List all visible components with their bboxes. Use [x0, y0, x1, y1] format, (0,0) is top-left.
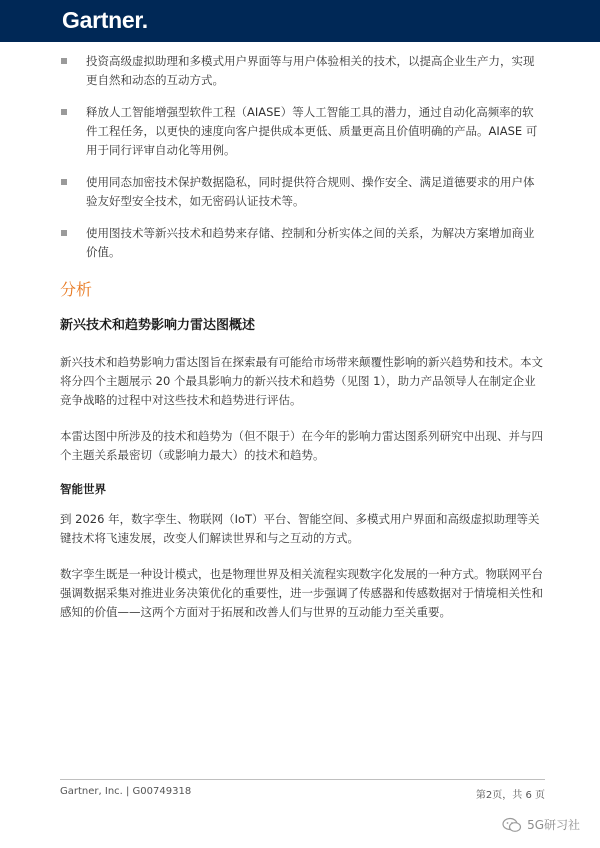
page-footer [60, 779, 545, 801]
square-bullet-icon [61, 109, 67, 115]
logo-text: Gartner [62, 7, 142, 33]
paragraph: 到 2026 年，数字孪生、物联网（IoT）平台、智能空间、多模式用户界面和高级虚拟助理等关键技术将飞速发展，改变人们解读世界和与之互动的方式。 [60, 512, 540, 545]
subheading: 新兴技术和趋势影响力雷达图概述 [60, 318, 256, 333]
wechat-icon [502, 817, 522, 833]
watermark [502, 816, 580, 833]
paragraph: 本雷达图中所涉及的技术和趋势为（但不限于）在今年的影响力雷达图系列研究中出现、并与四个主题关系最密切（或影响力最大）的技术和趋势。 [60, 429, 543, 462]
recommendation-list [60, 52, 545, 262]
minor-heading: 智能世界 [60, 482, 106, 496]
square-bullet-icon [61, 179, 67, 185]
gartner-logo [62, 7, 148, 34]
page-header [0, 0, 600, 42]
list-item [60, 173, 545, 211]
footer-page-number: 第2页，共 6 页 [475, 790, 545, 801]
watermark-text: 5G研习社 [527, 818, 580, 832]
list-item [60, 224, 545, 262]
paragraph: 数字孪生既是一种设计模式，也是物理世界及相关流程实现数字化发展的一种方式。物联网平台强调数据采集对推进业务决策优化的重要性，进一步强调了传感器和传感数据对于情境相关性和感知的价值——这两个方面对于拓展和改善人们与世界的互动能力至关重要。 [60, 567, 543, 619]
logo-dot: . [141, 7, 148, 33]
main-content [60, 52, 545, 622]
list-item-text: 使用图技术等新兴技术和趋势来存储、控制和分析实体之间的关系，为解决方案增加商业价值。 [86, 226, 535, 259]
list-item-text: 释放人工智能增强型软件工程（AIASE）等人工智能工具的潜力，通过自动化高频率的软件工程任务，以更快的速度向客户提供成本更低、质量更高且价值明确的产品。AIASE 可用于同行评审自动化等用例。 [86, 105, 538, 157]
paragraph: 新兴技术和趋势影响力雷达图旨在探索最有可能给市场带来颠覆性影响的新兴趋势和技术。本文将分四个主题展示 20 个最具影响力的新兴技术和趋势（见图 1），助力产品领导人在制定企业竞争战略的过程中对这些技术和趋势进行评估。 [60, 355, 543, 407]
square-bullet-icon [61, 230, 67, 236]
section-title: 分析 [60, 280, 93, 299]
list-item-text: 使用同态加密技术保护数据隐私，同时提供符合规则、操作安全、满足道德要求的用户体验友好型安全技术，如无密码认证技术等。 [86, 175, 535, 208]
list-item [60, 52, 545, 90]
square-bullet-icon [61, 58, 67, 64]
list-item [60, 103, 545, 160]
list-item-text: 投资高级虚拟助理和多模式用户界面等与用户体验相关的技术，以提高企业生产力，实现更自然和动态的互动方式。 [86, 54, 535, 87]
footer-doc-id: Gartner, Inc. | G00749318 [60, 786, 192, 797]
